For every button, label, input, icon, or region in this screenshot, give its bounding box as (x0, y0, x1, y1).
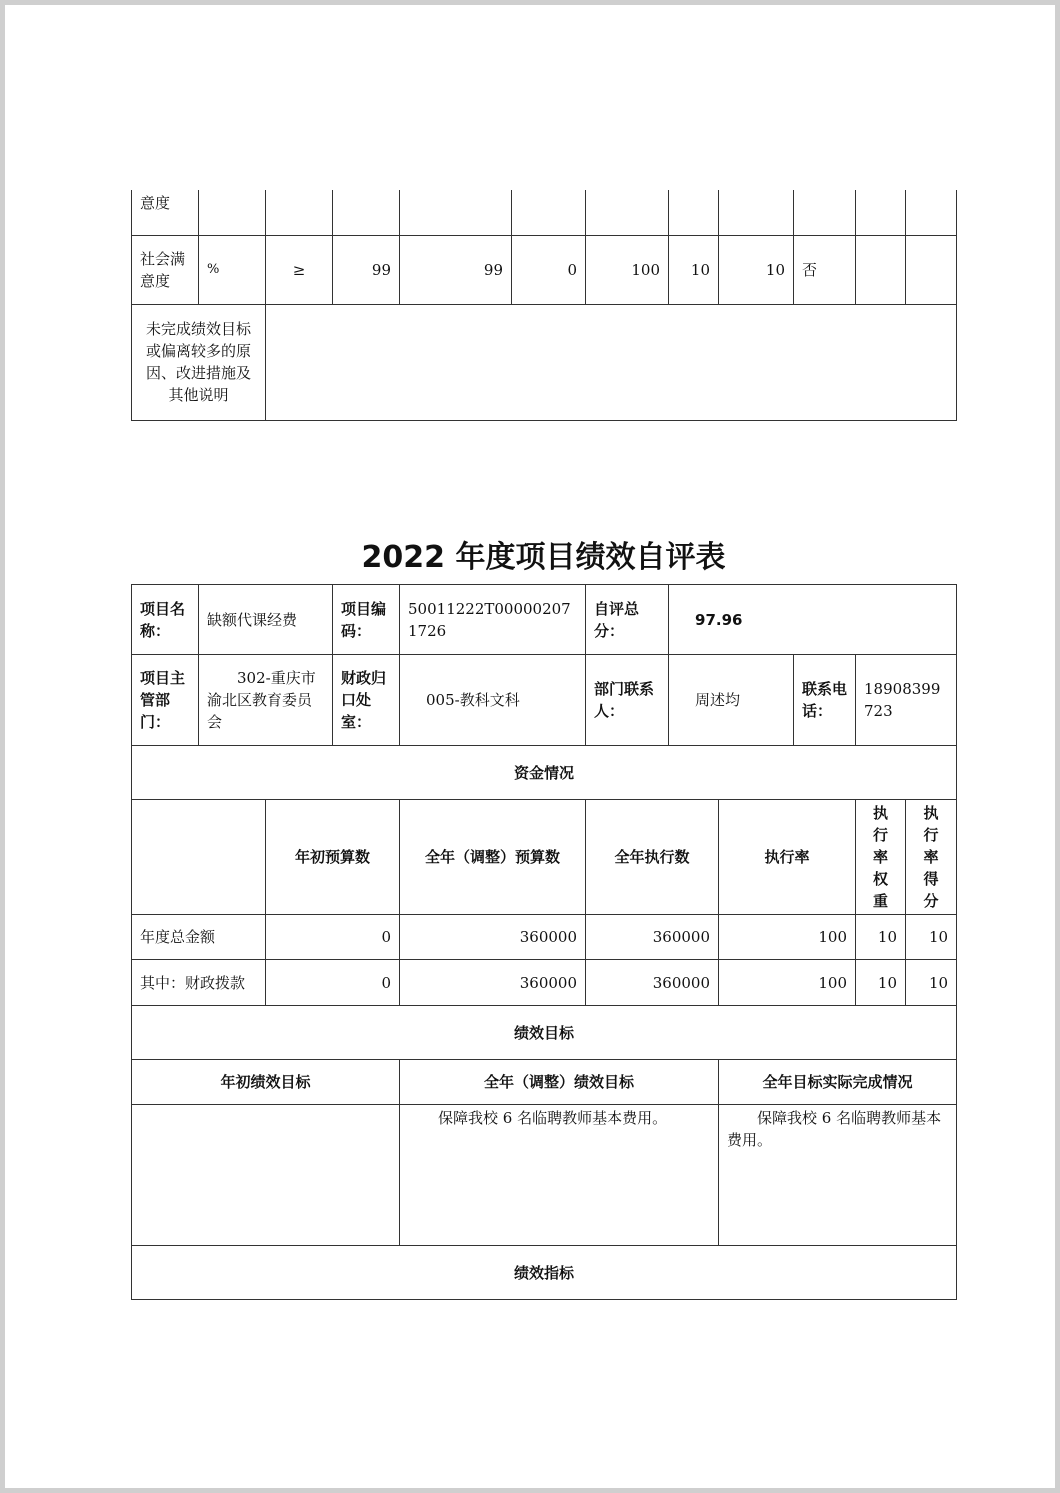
project-code: 50011222T000002071726 (400, 585, 586, 655)
funds-row-fiscal (132, 960, 957, 1006)
note-row (132, 304, 957, 420)
funds-rate: 100 (719, 915, 856, 960)
funds-header-initial: 年初预算数 (266, 800, 400, 915)
goals-adjusted: 保障我校 6 名临聘教师基本费用。 (400, 1105, 719, 1246)
continuation-table (131, 190, 957, 421)
note-value (266, 304, 957, 420)
funds-executed: 360000 (586, 960, 719, 1006)
value2-cell: 0 (512, 235, 586, 304)
goals-header-initial: 年初绩效目标 (132, 1060, 400, 1105)
department-row (132, 655, 957, 746)
score-cell: 10 (719, 235, 794, 304)
goals-content-row (132, 1105, 957, 1246)
funds-adjusted: 360000 (400, 960, 586, 1006)
funds-adjusted: 360000 (400, 915, 586, 960)
goals-header-actual: 全年目标实际完成情况 (719, 1060, 957, 1105)
phone-value: 18908399723 (856, 655, 957, 746)
flag-cell: 否 (794, 235, 856, 304)
phone-label: 联系电话： (794, 655, 856, 746)
funds-score: 10 (906, 915, 957, 960)
social-satisfaction-row (132, 235, 957, 304)
target-cell: 99 (333, 235, 400, 304)
finance-office-label: 财政归口处室： (333, 655, 400, 746)
goals-header-adjusted: 全年（调整）绩效目标 (400, 1060, 719, 1105)
funds-executed: 360000 (586, 915, 719, 960)
funds-row-label: 其中：财政拨款 (132, 960, 266, 1006)
funds-row-total (132, 915, 957, 960)
funds-weight: 10 (856, 960, 906, 1006)
funds-header-adjusted: 全年（调整）预算数 (400, 800, 586, 915)
total-score-label: 自评总分： (586, 585, 669, 655)
finance-office-value: 005-教科文科 (400, 655, 586, 746)
project-name-label: 项目名称： (132, 585, 199, 655)
funds-header-rate: 执行率 (719, 800, 856, 915)
funds-initial: 0 (266, 960, 400, 1006)
project-code-label: 项目编码： (333, 585, 400, 655)
partial-row-label: 意度 (132, 190, 199, 235)
funds-initial: 0 (266, 915, 400, 960)
value3-cell: 100 (586, 235, 669, 304)
funds-header-score: 执行率得分 (906, 800, 957, 915)
contact-label: 部门联系人： (586, 655, 669, 746)
unit-cell: % (199, 235, 266, 304)
contact-value: 周述均 (669, 655, 794, 746)
indicators-section-title: 绩效指标 (132, 1246, 957, 1300)
goals-header-row (132, 1060, 957, 1105)
funds-section-title: 资金情况 (132, 746, 957, 800)
goals-actual: 保障我校 6 名临聘教师基本费用。 (719, 1105, 957, 1246)
dept-label: 项目主管部门： (132, 655, 199, 746)
evaluation-table (131, 584, 957, 1300)
operator-cell: ≥ (266, 235, 333, 304)
funds-row-label: 年度总金额 (132, 915, 266, 960)
partial-row (132, 190, 957, 235)
funds-section-row (132, 746, 957, 800)
note-label: 未完成绩效目标或偏离较多的原因、改进措施及其他说明 (132, 304, 266, 420)
page-title: 2022 年度项目绩效自评表 (361, 540, 726, 575)
goals-section-row (132, 1006, 957, 1060)
funds-header-executed: 全年执行数 (586, 800, 719, 915)
indicators-section-row (132, 1246, 957, 1300)
funds-score: 10 (906, 960, 957, 1006)
value1-cell: 99 (400, 235, 512, 304)
dept-value: 302-重庆市渝北区教育委员会 (199, 655, 333, 746)
funds-header-row (132, 800, 957, 915)
project-info-row (132, 585, 957, 655)
funds-rate: 100 (719, 960, 856, 1006)
funds-weight: 10 (856, 915, 906, 960)
social-satisfaction-label: 社会满意度 (132, 235, 199, 304)
total-score: 97.96 (669, 585, 957, 655)
goals-initial (132, 1105, 400, 1246)
weight-cell: 10 (669, 235, 719, 304)
funds-header-weight: 执行率权重 (856, 800, 906, 915)
project-name: 缺额代课经费 (199, 585, 333, 655)
goals-section-title: 绩效目标 (132, 1006, 957, 1060)
